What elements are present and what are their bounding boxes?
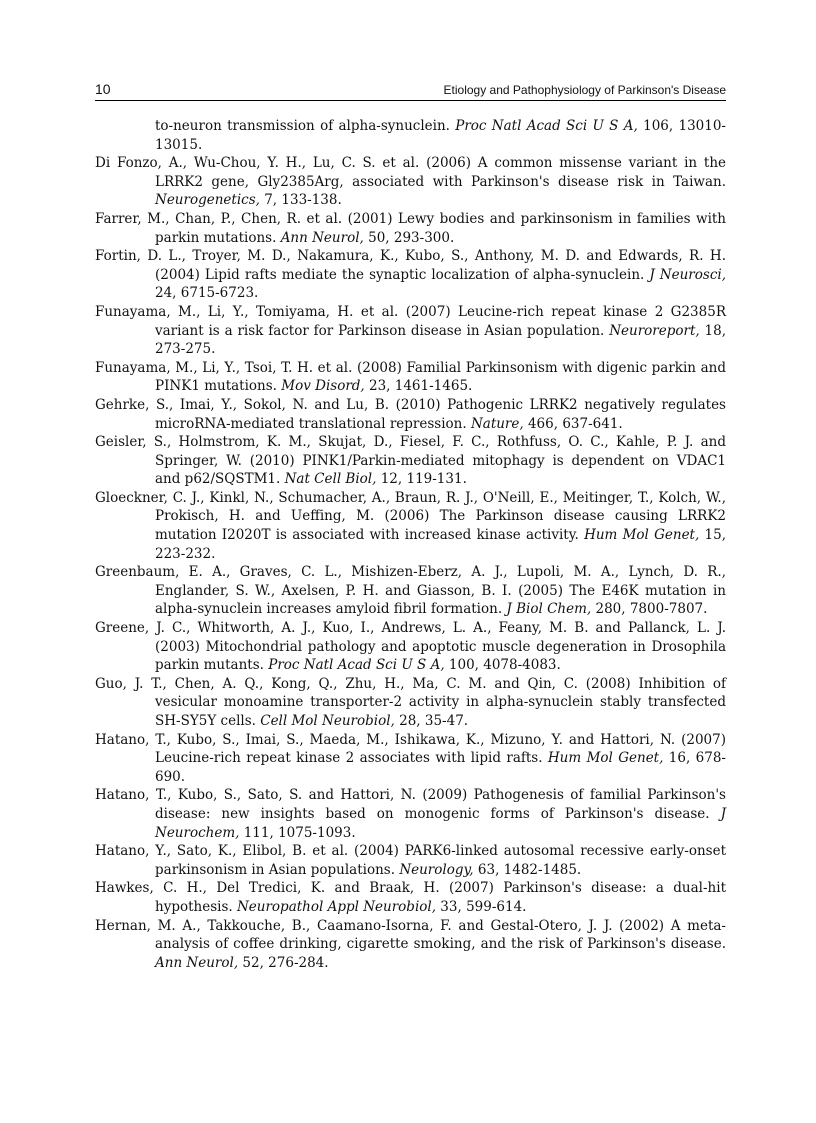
reference-entry: Guo, J. T., Chen, A. Q., Kong, Q., Zhu, H., Ma, C. M. and Qin, C. (2008) Inhibition of vesicular monoamine transporter-2 activity in alpha-synuclein stably transfected SH-SY5Y cells. Cell Mol Neurobiol, 28, 35-47. [95,675,726,729]
reference-entry: Geisler, S., Holmstrom, K. M., Skujat, D., Fiesel, F. C., Rothfuss, O. C., Kahle, P. J. and Springer, W. (2010) PINK1/Parkin-mediated mitophagy is dependent on VDAC1 and p62/SQSTM1. Nat Cell Biol, 12, 119-131. [95,434,726,488]
running-title: Etiology and Pathophysiology of Parkinson's Disease [443,83,726,97]
reference-entry: Fortin, D. L., Troyer, M. D., Nakamura, K., Kubo, S., Anthony, M. D. and Edwards, R. H. (2004) Lipid rafts mediate the synaptic localization of alpha-synuclein. J Neurosci, 24, 6715-6723. [95,248,726,302]
reference-entry: to-neuron transmission of alpha-synuclein. Proc Natl Acad Sci U S A, 106, 13010-13015. [155,118,726,153]
reference-entry: Greenbaum, E. A., Graves, C. L., Mishizen-Eberz, A. J., Lupoli, M. A., Lynch, D. R., Englander, S. W., Axelsen, P. H. and Giasson, B. I. (2005) The E46K mutation in alpha-synuclein increases amyloid fibril formation. J Biol Chem, 280, 7800-7807. [95,564,726,618]
reference-entry: Gloeckner, C. J., Kinkl, N., Schumacher, A., Braun, R. J., O'Neill, E., Meitinger, T., Kolch, W., Prokisch, H. and Ueffing, M. (2006) The Parkinson disease causing LRRK2 mutation I2020T is associated with increased kinase activity. Hum Mol Genet, 15, 223-232. [95,489,726,562]
page-header [95,78,726,101]
reference-entry: Greene, J. C., Whitworth, A. J., Kuo, I., Andrews, L. A., Feany, M. B. and Pallanck, L. J. (2003) Mitochondrial pathology and apoptotic muscle degeneration in Drosophila parkin mutants. Proc Natl Acad Sci U S A, 100, 4078-4083. [95,620,726,674]
reference-list [95,117,726,972]
reference-entry: Farrer, M., Chan, P., Chen, R. et al. (2001) Lewy bodies and parkinsonism in families with parkin mutations. Ann Neurol, 50, 293-300. [95,210,726,246]
reference-entry: Funayama, M., Li, Y., Tsoi, T. H. et al. (2008) Familial Parkinsonism with digenic parkin and PINK1 mutations. Mov Disord, 23, 1461-1465. [95,359,726,395]
reference-entry: Gehrke, S., Imai, Y., Sokol, N. and Lu, B. (2010) Pathogenic LRRK2 negatively regulates microRNA-mediated translational repression. Nature, 466, 637-641. [95,396,726,432]
reference-entry: Funayama, M., Li, Y., Tomiyama, H. et al. (2007) Leucine-rich repeat kinase 2 G2385R variant is a risk factor for Parkinson disease in Asian population. Neuroreport, 18, 273-275. [95,303,726,358]
reference-entry: Hatano, T., Kubo, S., Imai, S., Maeda, M., Ishikawa, K., Mizuno, Y. and Hattori, N. (2007) Leucine-rich repeat kinase 2 associates with lipid rafts. Hum Mol Genet, 16, 678-690. [95,731,726,785]
reference-entry: Hatano, Y., Sato, K., Elibol, B. et al. (2004) PARK6-linked autosomal recessive early-onset parkinsonism in Asian populations. Neurology, 63, 1482-1485. [95,843,726,878]
page-number: 10 [95,81,111,97]
reference-entry: Hatano, T., Kubo, S., Sato, S. and Hattori, N. (2009) Pathogenesis of familial Parkinson's disease: new insights based on monogenic forms of Parkinson's disease. J Neurochem, 111, 1075-1093. [95,787,726,841]
reference-entry: Hernan, M. A., Takkouche, B., Caamano-Isorna, F. and Gestal-Otero, J. J. (2002) A meta-analysis of coffee drinking, cigarette smoking, and the risk of Parkinson's disease. Ann Neurol, 52, 276-284. [95,917,726,971]
reference-entry: Di Fonzo, A., Wu-Chou, Y. H., Lu, C. S. et al. (2006) A common missense variant in the LRRK2 gene, Gly2385Arg, associated with Parkinson's disease risk in Taiwan. Neurogenetics, 7, 133-138. [95,155,726,209]
reference-entry: Hawkes, C. H., Del Tredici, K. and Braak, H. (2007) Parkinson's disease: a dual-hit hypothesis. Neuropathol Appl Neurobiol, 33, 599-614. [95,880,726,915]
